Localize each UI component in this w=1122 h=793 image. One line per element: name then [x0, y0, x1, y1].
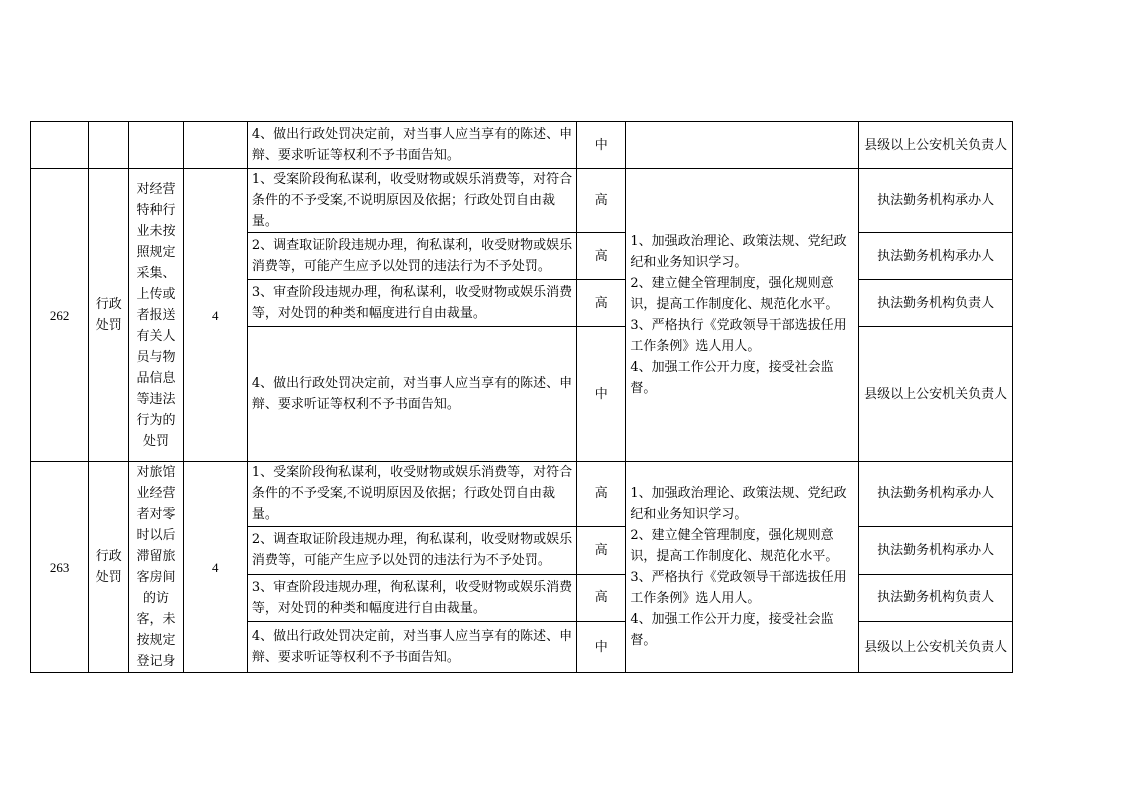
count-cell: 4: [183, 169, 247, 462]
responsible-cell: 县级以上公安机关负责人: [859, 122, 1013, 169]
risk-level-cell: 高: [577, 169, 626, 233]
table-row: [31, 122, 1013, 169]
risk-point-cell: 2、调查取证阶段违规办理，徇私谋利，收受财物或娱乐消费等，可能产生应予以处罚的违法行为不予处罚。: [247, 233, 576, 280]
risk-point-cell: 1、受案阶段徇私谋利，收受财物或娱乐消费等，对符合条件的不予受案,不说明原因及依据；行政处罚自由裁量。: [247, 169, 576, 233]
responsible-cell: 执法勤务机构承办人: [859, 526, 1013, 574]
risk-level-cell: 中: [577, 122, 626, 169]
no-cell: 262: [31, 169, 89, 462]
responsible-cell: 执法勤务机构承办人: [859, 169, 1013, 233]
type-cell: 行政处罚: [89, 462, 129, 673]
risk-table: [30, 121, 1013, 673]
measures-cell: [626, 462, 859, 673]
risk-point-cell: 4、做出行政处罚决定前，对当事人应当享有的陈述、申辩、要求听证等权利不予书面告知。: [247, 327, 576, 462]
measure-item: 4、加强工作公开力度，接受社会监督。: [630, 612, 834, 648]
measure-item: 3、严格执行《党政领导干部选拔任用工作条例》选人用人。: [630, 570, 847, 606]
measure-item: 4、加强工作公开力度，接受社会监督。: [630, 360, 834, 396]
risk-point-cell: 3、审查阶段违规办理，徇私谋利，收受财物或娱乐消费等，对处罚的种类和幅度进行自由裁量。: [247, 574, 576, 622]
no-cell: [31, 122, 89, 169]
item-name: 对旅馆业经营者对零时以后滞留旅客房间的访客，未按规定登记身: [136, 465, 176, 669]
item-name: 对经营特种行业未按照规定采集、上传或者报送有关人员与物品信息等违法行为的处罚: [136, 181, 176, 449]
type-cell: 行政处罚: [89, 169, 129, 462]
responsible-cell: 执法勤务机构负责人: [859, 280, 1013, 327]
risk-level-cell: 高: [577, 574, 626, 622]
measure-item: 1、加强政治理论、政策法规、党纪政纪和业务知识学习。: [630, 234, 847, 270]
responsible-cell: 县级以上公安机关负责人: [859, 622, 1013, 673]
name-cell: [129, 169, 183, 462]
risk-point-cell: 1、受案阶段徇私谋利，收受财物或娱乐消费等，对符合条件的不予受案,不说明原因及依据；行政处罚自由裁量。: [247, 462, 576, 527]
risk-level-cell: 高: [577, 462, 626, 527]
table-row: [31, 169, 1013, 233]
no-cell: 263: [31, 462, 89, 673]
measure-item: 3、严格执行《党政领导干部选拔任用工作条例》选人用人。: [630, 318, 847, 354]
measures-cell: [626, 122, 859, 169]
name-cell: [129, 122, 183, 169]
risk-level-cell: 高: [577, 526, 626, 574]
responsible-cell: 执法勤务机构负责人: [859, 574, 1013, 622]
risk-point-cell: 3、审查阶段违规办理，徇私谋利，收受财物或娱乐消费等，对处罚的种类和幅度进行自由裁量。: [247, 280, 576, 327]
risk-level-cell: 高: [577, 280, 626, 327]
risk-level-cell: 中: [577, 327, 626, 462]
measures-cell: [626, 169, 859, 462]
count-cell: 4: [183, 462, 247, 673]
name-cell: [129, 462, 183, 673]
risk-point-cell: 4、做出行政处罚决定前，对当事人应当享有的陈述、申辩、要求听证等权利不予书面告知。: [247, 122, 576, 169]
responsible-cell: 执法勤务机构承办人: [859, 462, 1013, 527]
risk-level-cell: 高: [577, 233, 626, 280]
table-row: [31, 462, 1013, 527]
type-cell: [89, 122, 129, 169]
measure-item: 2、建立健全管理制度，强化规则意识，提高工作制度化、规范化水平。: [630, 276, 839, 312]
measure-item: 1、加强政治理论、政策法规、党纪政纪和业务知识学习。: [630, 486, 847, 522]
risk-point-cell: 4、做出行政处罚决定前，对当事人应当享有的陈述、申辩、要求听证等权利不予书面告知。: [247, 622, 576, 673]
risk-point-cell: 2、调查取证阶段违规办理，徇私谋利，收受财物或娱乐消费等，可能产生应予以处罚的违法行为不予处罚。: [247, 526, 576, 574]
responsible-cell: 县级以上公安机关负责人: [859, 327, 1013, 462]
responsible-cell: 执法勤务机构承办人: [859, 233, 1013, 280]
risk-level-cell: 中: [577, 622, 626, 673]
count-cell: [183, 122, 247, 169]
measure-item: 2、建立健全管理制度，强化规则意识，提高工作制度化、规范化水平。: [630, 528, 839, 564]
